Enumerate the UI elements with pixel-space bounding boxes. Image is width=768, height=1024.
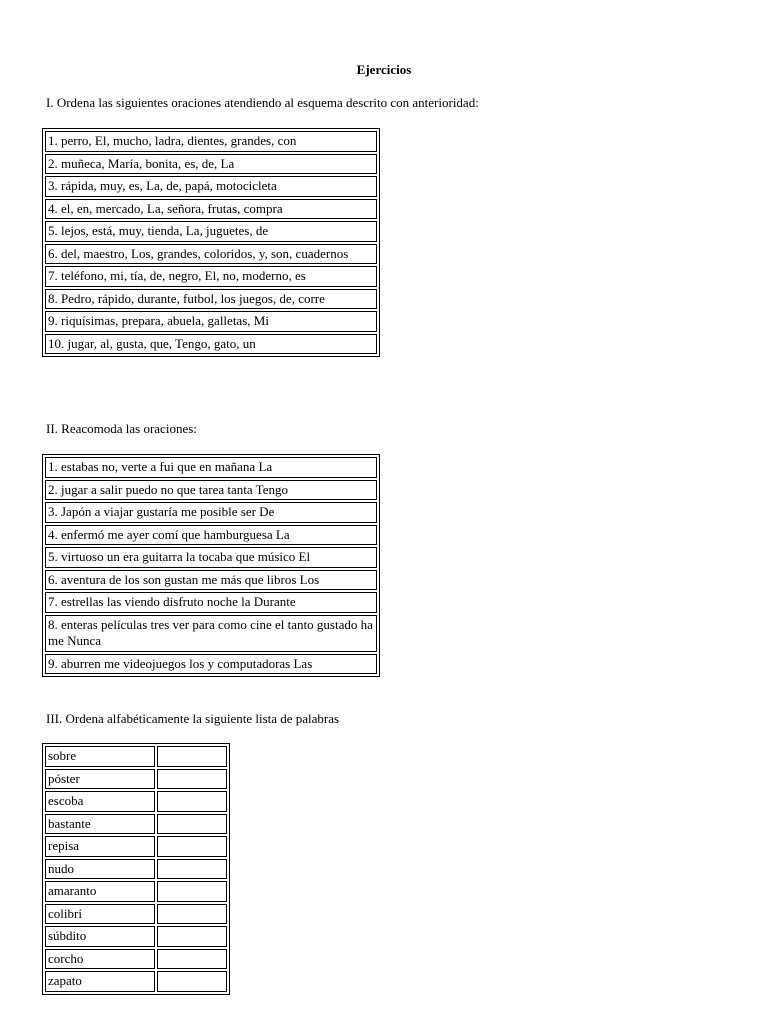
table-row (45, 769, 227, 790)
table-row (45, 570, 377, 591)
answer-cell[interactable] (157, 859, 227, 880)
table-row (45, 592, 377, 613)
word-cell: escoba (45, 791, 155, 812)
word-cell: colibrí (45, 904, 155, 925)
table-row (45, 654, 377, 675)
table-row (45, 311, 377, 332)
sentence-cell: 1. estabas no, verte a fui que en mañana La (45, 457, 377, 478)
table-row (45, 334, 377, 355)
table-row (45, 949, 227, 970)
sentence-cell: 6. aventura de los son gustan me más que libros Los (45, 570, 377, 591)
sentence-cell: 4. enfermó me ayer comí que hamburguesa La (45, 525, 377, 546)
sentence-cell: 10. jugar, al, gusta, que, Tengo, gato, un (45, 334, 377, 355)
table-row (45, 131, 377, 152)
table-row (45, 615, 377, 652)
answer-cell[interactable] (157, 881, 227, 902)
section-2-heading: II. Reacomoda las oraciones: (46, 421, 197, 436)
sentence-cell: 9. riquísimas, prepara, abuela, galletas, Mi (45, 311, 377, 332)
table-row (45, 266, 377, 287)
page-title: Ejercicios (356, 62, 412, 77)
word-cell: repisa (45, 836, 155, 857)
table-row (45, 881, 227, 902)
table-row (45, 814, 227, 835)
table-row (45, 502, 377, 523)
table-row (45, 199, 377, 220)
sentence-cell: 9. aburren me videojuegos los y computadoras Las (45, 654, 377, 675)
word-cell: bastante (45, 814, 155, 835)
table-row (45, 791, 227, 812)
sentence-cell: 2. muñeca, María, bonita, es, de, La (45, 154, 377, 175)
answer-cell[interactable] (157, 926, 227, 947)
answer-cell[interactable] (157, 971, 227, 992)
answer-cell[interactable] (157, 791, 227, 812)
answer-cell[interactable] (157, 904, 227, 925)
table-row (45, 746, 227, 767)
section-1-table (42, 128, 380, 357)
table-row (45, 836, 227, 857)
answer-cell[interactable] (157, 814, 227, 835)
table-row (45, 525, 377, 546)
table-row (45, 221, 377, 242)
word-cell: póster (45, 769, 155, 790)
sentence-cell: 7. estrellas las viendo disfruto noche la Durante (45, 592, 377, 613)
table-row (45, 859, 227, 880)
sentence-cell: 7. teléfono, mi, tía, de, negro, El, no, moderno, es (45, 266, 377, 287)
sentence-cell: 2. jugar a salir puedo no que tarea tanta Tengo (45, 480, 377, 501)
table-row (45, 154, 377, 175)
sentence-cell: 4. el, en, mercado, La, señora, frutas, compra (45, 199, 377, 220)
table-row (45, 457, 377, 478)
table-row (45, 547, 377, 568)
word-cell: sobre (45, 746, 155, 767)
word-cell: nudo (45, 859, 155, 880)
word-cell: súbdito (45, 926, 155, 947)
sentence-cell: 5. lejos, está, muy, tienda, La, juguetes, de (45, 221, 377, 242)
table-row (45, 904, 227, 925)
table-row (45, 244, 377, 265)
answer-cell[interactable] (157, 769, 227, 790)
table-row (45, 926, 227, 947)
sentence-cell: 8. enteras películas tres ver para como cine el tanto gustado ha me Nunca (45, 615, 377, 652)
word-cell: amaranto (45, 881, 155, 902)
answer-cell[interactable] (157, 746, 227, 767)
word-cell: zapato (45, 971, 155, 992)
sentence-cell: 3. Japón a viajar gustaría me posible ser De (45, 502, 377, 523)
table-row (45, 289, 377, 310)
table-row (45, 176, 377, 197)
sentence-cell: 5. virtuoso un era guitarra la tocaba que músico El (45, 547, 377, 568)
section-3-word-table (42, 743, 230, 995)
table-row (45, 480, 377, 501)
sentence-cell: 8. Pedro, rápido, durante, futbol, los juegos, de, corre (45, 289, 377, 310)
word-cell: corcho (45, 949, 155, 970)
section-3-heading: III. Ordena alfabéticamente la siguiente lista de palabras (46, 711, 340, 726)
section-2-table (42, 454, 380, 677)
answer-cell[interactable] (157, 949, 227, 970)
sentence-cell: 3. rápida, muy, es, La, de, papá, motocicleta (45, 176, 377, 197)
sentence-cell: 1. perro, El, mucho, ladra, dientes, grandes, con (45, 131, 377, 152)
section-1-heading: I. Ordena las siguientes oraciones atendiendo al esquema descrito con anterioridad: (46, 95, 479, 110)
answer-cell[interactable] (157, 836, 227, 857)
sentence-cell: 6. del, maestro, Los, grandes, coloridos, y, son, cuadernos (45, 244, 377, 265)
table-row (45, 971, 227, 992)
